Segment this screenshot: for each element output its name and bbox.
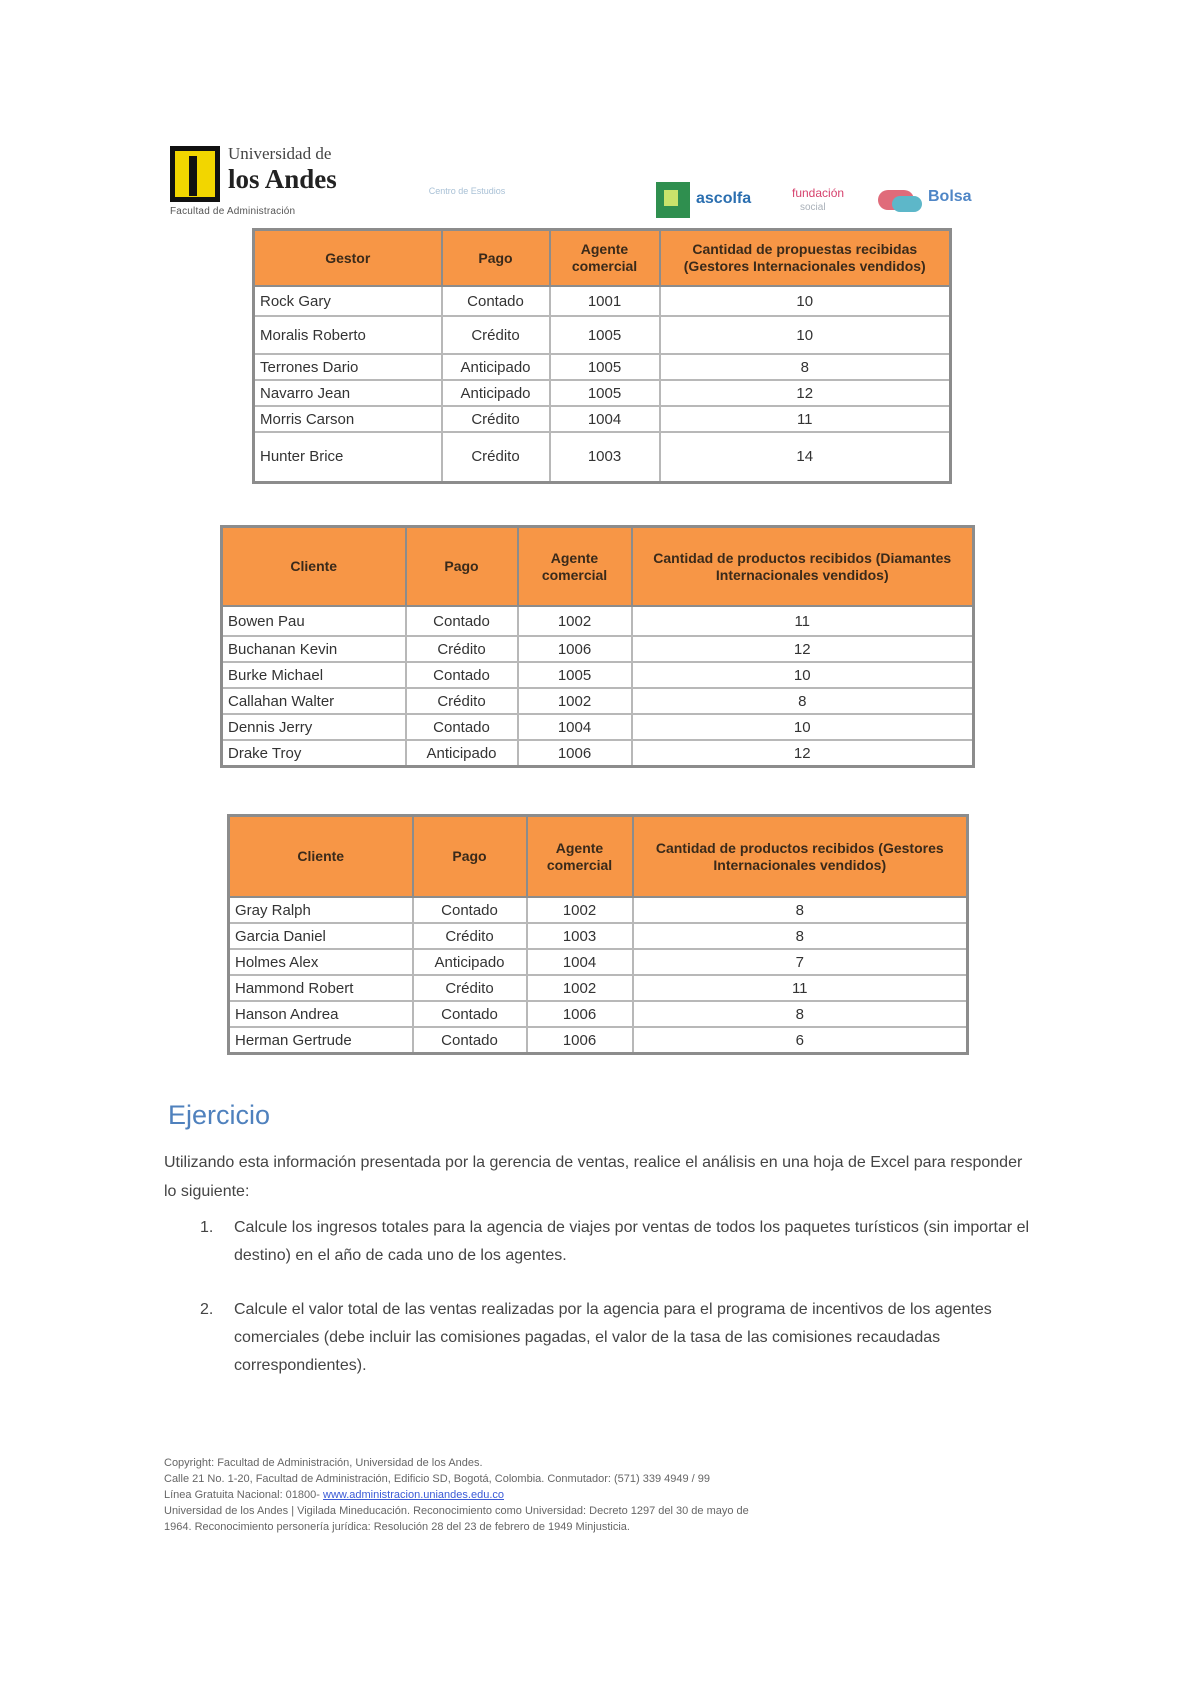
table-cell: Buchanan Kevin xyxy=(222,636,406,662)
table-cell: Drake Troy xyxy=(222,740,406,767)
table-header-row xyxy=(222,527,974,607)
table-cell: Anticipado xyxy=(442,380,550,406)
table-cell: 1004 xyxy=(518,714,632,740)
table-cell: 1006 xyxy=(518,636,632,662)
footer-line xyxy=(164,1487,964,1503)
table-cell: 12 xyxy=(660,380,951,406)
item-text: Calcule los ingresos totales para la agencia de viajes por ventas de todos los paquetes turísticos (sin importar el destino) en el año de cada uno de los agentes. xyxy=(234,1219,1030,1264)
table-cell: 1004 xyxy=(550,406,660,432)
table-cell: Anticipado xyxy=(406,740,518,767)
table-cell: Bowen Pau xyxy=(222,606,406,636)
table-header-row xyxy=(229,816,968,898)
column-header: Agente comercial xyxy=(550,230,660,287)
partner3-label: Bolsa xyxy=(928,188,972,205)
table-cell: 1005 xyxy=(550,354,660,380)
table-cell: 1003 xyxy=(527,923,633,949)
table-cell: 8 xyxy=(632,688,974,714)
table-cell: 1002 xyxy=(518,606,632,636)
table-cell: 1002 xyxy=(527,897,633,923)
table-cell: Dennis Jerry xyxy=(222,714,406,740)
university-logo xyxy=(170,142,380,222)
exercise-list xyxy=(200,1214,1030,1406)
table-cell: Contado xyxy=(413,1027,527,1054)
table-cell: Morris Carson xyxy=(254,406,442,432)
sales-table-3 xyxy=(227,814,969,1055)
column-header: Cantidad de productos recibidos (Diamantes Internacionales vendidos) xyxy=(632,527,974,607)
table-cell: Holmes Alex xyxy=(229,949,413,975)
footer xyxy=(164,1455,964,1535)
table-cell: 8 xyxy=(633,1001,968,1027)
table-row xyxy=(229,949,968,975)
table-cell: Gray Ralph xyxy=(229,897,413,923)
partner2-label: fundación xyxy=(792,186,845,200)
table-cell: Moralis Roberto xyxy=(254,316,442,354)
column-header: Pago xyxy=(442,230,550,287)
table-row xyxy=(254,432,951,482)
column-header: Pago xyxy=(406,527,518,607)
table-cell: Crédito xyxy=(406,688,518,714)
table-cell: Contado xyxy=(442,286,550,316)
footer-line: Copyright: Facultad de Administración, Universidad de los Andes. xyxy=(164,1457,483,1469)
table-cell: Crédito xyxy=(413,975,527,1001)
table-cell: 1002 xyxy=(518,688,632,714)
table-cell: 1006 xyxy=(527,1027,633,1054)
footer-line: 1964. Reconocimiento personería jurídica: Resolución 28 del 23 de febrero de 1949 Minjusticia. xyxy=(164,1521,630,1533)
column-header: Agente comercial xyxy=(518,527,632,607)
table-row xyxy=(222,688,974,714)
partner-logo-fundacion xyxy=(792,180,852,222)
table-cell: 1004 xyxy=(527,949,633,975)
table-row xyxy=(222,606,974,636)
footer-line: Universidad de los Andes | Vigilada Mineducación. Reconocimiento como Universidad: Decreto 1297 del 30 de mayo de xyxy=(164,1505,749,1517)
footer-line-prefix: Línea Gratuita Nacional: 01800- xyxy=(164,1489,320,1501)
table-cell: 11 xyxy=(660,406,951,432)
university-line2: los Andes xyxy=(228,164,337,194)
table-cell: 10 xyxy=(632,714,974,740)
table-cell: Anticipado xyxy=(442,354,550,380)
table-cell: 11 xyxy=(632,606,974,636)
table-row xyxy=(222,740,974,767)
table-cell: 8 xyxy=(633,897,968,923)
sales-table-1 xyxy=(252,228,952,484)
table-cell: Contado xyxy=(406,606,518,636)
table-row xyxy=(229,923,968,949)
table-cell: 1006 xyxy=(527,1001,633,1027)
table-cell: Crédito xyxy=(406,636,518,662)
partner1-label: ascolfa xyxy=(696,190,752,207)
table-cell: Burke Michael xyxy=(222,662,406,688)
table-cell: Contado xyxy=(406,714,518,740)
table-cell: Crédito xyxy=(442,406,550,432)
table-cell: Rock Gary xyxy=(254,286,442,316)
table-cell: 1001 xyxy=(550,286,660,316)
exercise-title: Ejercicio xyxy=(168,1100,271,1130)
table-cell: 7 xyxy=(633,949,968,975)
table-cell: Hunter Brice xyxy=(254,432,442,482)
partner-logo-ascolfa xyxy=(656,180,766,222)
table-cell: 1005 xyxy=(550,380,660,406)
table-cell: Crédito xyxy=(442,316,550,354)
column-header: Cliente xyxy=(222,527,406,607)
table-row xyxy=(222,662,974,688)
table-row xyxy=(222,636,974,662)
partner-logo-bolsa xyxy=(878,180,998,222)
table-cell: 1003 xyxy=(550,432,660,482)
column-header: Agente comercial xyxy=(527,816,633,898)
list-item xyxy=(200,1296,1030,1380)
table-cell: 12 xyxy=(632,636,974,662)
table-cell: Contado xyxy=(406,662,518,688)
table-cell: 1002 xyxy=(527,975,633,1001)
table-cell: Hanson Andrea xyxy=(229,1001,413,1027)
table-row xyxy=(229,975,968,1001)
table-cell: 14 xyxy=(660,432,951,482)
footer-line: Calle 21 No. 1-20, Facultad de Administración, Edificio SD, Bogotá, Colombia. Conmutador: (571) 339 4949 / 99 xyxy=(164,1473,711,1485)
table-row xyxy=(229,1001,968,1027)
table-cell: 1005 xyxy=(550,316,660,354)
table-cell: 12 xyxy=(632,740,974,767)
table-row xyxy=(254,380,951,406)
column-header: Gestor xyxy=(254,230,442,287)
table-cell: 10 xyxy=(660,286,951,316)
table-cell: Herman Gertrude xyxy=(229,1027,413,1054)
website-link[interactable]: www.administracion.uniandes.edu.co xyxy=(323,1489,504,1501)
university-line1: Universidad de xyxy=(228,144,332,163)
table-cell: 11 xyxy=(633,975,968,1001)
partner2-sub: social xyxy=(800,202,826,213)
table-cell: Hammond Robert xyxy=(229,975,413,1001)
table-cell: Contado xyxy=(413,1001,527,1027)
table-cell: 6 xyxy=(633,1027,968,1054)
exercise-intro: Utilizando esta información presentada por la gerencia de ventas, realice el análisis en una hoja de Excel para responder lo siguiente: xyxy=(164,1154,1023,1200)
table-cell: 1006 xyxy=(518,740,632,767)
table-row xyxy=(254,286,951,316)
item-number: 1. xyxy=(200,1219,214,1236)
table-cell: Callahan Walter xyxy=(222,688,406,714)
column-header: Cantidad de productos recibidos (Gestores Internacionales vendidos) xyxy=(633,816,968,898)
table-cell: 10 xyxy=(660,316,951,354)
table-cell: Crédito xyxy=(413,923,527,949)
table-cell: 8 xyxy=(633,923,968,949)
table-row xyxy=(254,354,951,380)
table-cell: Anticipado xyxy=(413,949,527,975)
item-text: Calcule el valor total de las ventas realizadas por la agencia para el programa de incentivos de los agentes comerciales (debe incluir las comisiones pagadas, el valor de la tasa de las comisiones recaudadas correspondientes). xyxy=(234,1301,992,1374)
table-row xyxy=(254,406,951,432)
table-cell: 10 xyxy=(632,662,974,688)
item-number: 2. xyxy=(200,1301,214,1318)
table-row xyxy=(229,1027,968,1054)
table-cell: Garcia Daniel xyxy=(229,923,413,949)
table-cell: Contado xyxy=(413,897,527,923)
sales-table-2 xyxy=(220,525,975,768)
partner-logo-faded: Centro de Estudios xyxy=(428,186,506,196)
table-row xyxy=(222,714,974,740)
column-header: Cliente xyxy=(229,816,413,898)
table-cell: Navarro Jean xyxy=(254,380,442,406)
table-row xyxy=(254,316,951,354)
column-header: Cantidad de propuestas recibidas (Gestores Internacionales vendidos) xyxy=(660,230,951,287)
table-cell: Crédito xyxy=(442,432,550,482)
table-cell: Terrones Dario xyxy=(254,354,442,380)
table-row xyxy=(229,897,968,923)
university-line3: Facultad de Administración xyxy=(170,206,296,217)
column-header: Pago xyxy=(413,816,527,898)
table-header-row xyxy=(254,230,951,287)
table-cell: 8 xyxy=(660,354,951,380)
list-item xyxy=(200,1214,1030,1270)
university-shield-icon xyxy=(170,146,220,202)
table-cell: 1005 xyxy=(518,662,632,688)
